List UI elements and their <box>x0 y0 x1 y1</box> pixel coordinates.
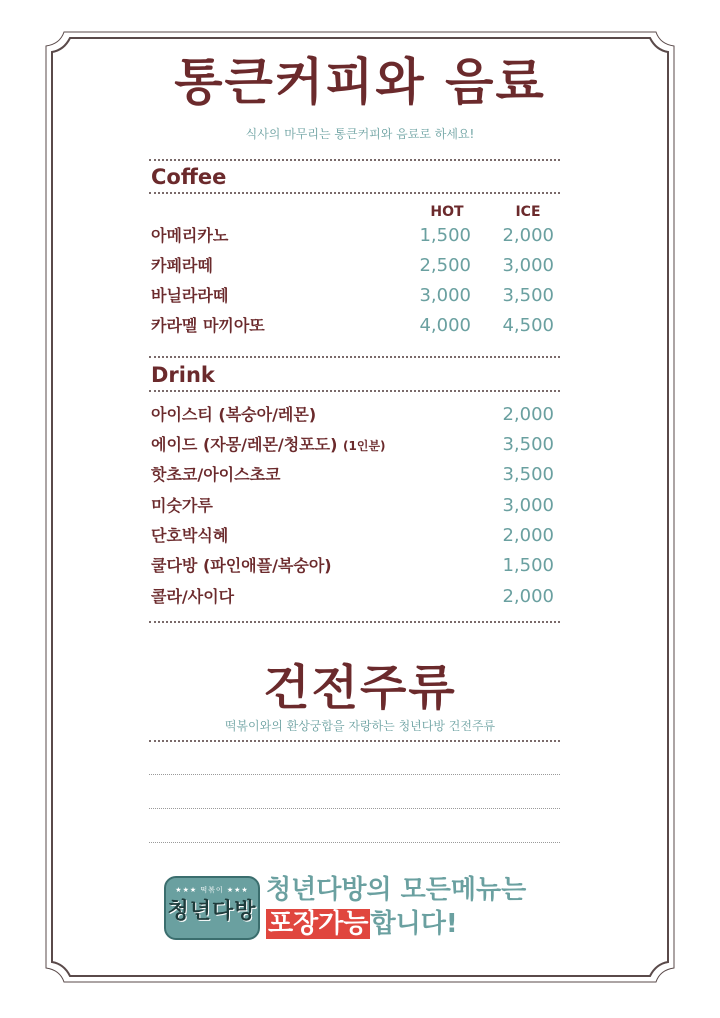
promo-highlight: 포장가능 <box>268 909 369 939</box>
divider <box>149 740 560 742</box>
coffee-ice-price: 2,000 <box>502 225 554 246</box>
drink-item-name: 단호박식혜 <box>151 526 229 545</box>
ice-column-header: ICE <box>515 204 541 220</box>
coffee-item-name: 아메리카노 <box>151 226 229 245</box>
drink-item-name <box>151 435 386 456</box>
coffee-hot-price: 4,000 <box>419 315 471 336</box>
coffee-hot-price: 2,500 <box>419 255 471 276</box>
divider <box>149 159 560 161</box>
drink-item-note: (1인분) <box>343 439 386 453</box>
logo-subtext: ★★★ 떡볶이 ★★★ <box>175 886 249 894</box>
drink-item-name: 핫초코/아이스초코 <box>151 465 281 484</box>
divider <box>149 192 560 194</box>
promo-line-2-rest: 합니다! <box>370 909 458 939</box>
drink-price: 2,000 <box>502 586 554 607</box>
blank-entry-line <box>149 808 560 809</box>
drink-item-name: 콜라/사이다 <box>151 587 235 606</box>
brand-logo <box>164 876 260 940</box>
blank-entry-line <box>149 842 560 843</box>
coffee-heading: Coffee <box>151 165 227 189</box>
drink-item-name: 쿨다방 (파인애플/복숭아) <box>151 556 332 575</box>
drink-price: 2,000 <box>502 525 554 546</box>
divider <box>149 390 560 392</box>
drink-price: 3,500 <box>502 434 554 455</box>
drink-heading: Drink <box>151 363 215 387</box>
blank-entry-line <box>149 774 560 775</box>
coffee-hot-price: 3,000 <box>419 285 471 306</box>
divider <box>149 621 560 623</box>
drink-price: 1,500 <box>502 555 554 576</box>
drink-item-label: 에이드 (자몽/레몬/청포도) <box>151 435 338 454</box>
drink-price: 3,500 <box>502 464 554 485</box>
section-tagline: 떡볶이와의 환상궁합을 자랑하는 청년다방 건전주류 <box>224 719 496 733</box>
coffee-ice-price: 4,500 <box>502 315 554 336</box>
section-title: 건전주류 <box>263 660 457 716</box>
coffee-hot-price: 1,500 <box>419 225 471 246</box>
promo-line-2 <box>266 908 458 940</box>
hot-column-header: HOT <box>430 204 464 220</box>
coffee-ice-price: 3,500 <box>502 285 554 306</box>
divider <box>149 356 560 358</box>
drink-item-name: 미숫가루 <box>151 496 213 515</box>
coffee-item-name: 카라멜 마끼아또 <box>151 316 265 335</box>
drink-price: 3,000 <box>502 495 554 516</box>
coffee-item-name: 바닐라라떼 <box>151 286 229 305</box>
drink-item-name: 아이스티 (복숭아/레몬) <box>151 405 317 424</box>
coffee-item-name: 카페라떼 <box>151 256 213 275</box>
drink-price: 2,000 <box>502 404 554 425</box>
promo-line-1: 청년다방의 모든메뉴는 <box>266 875 527 905</box>
coffee-ice-price: 3,000 <box>502 255 554 276</box>
page-tagline: 식사의 마무리는 통큰커피와 음료로 하세요! <box>245 127 475 141</box>
logo-text: 청년다방 <box>167 898 257 924</box>
page-title: 통큰커피와 음료 <box>174 53 546 111</box>
